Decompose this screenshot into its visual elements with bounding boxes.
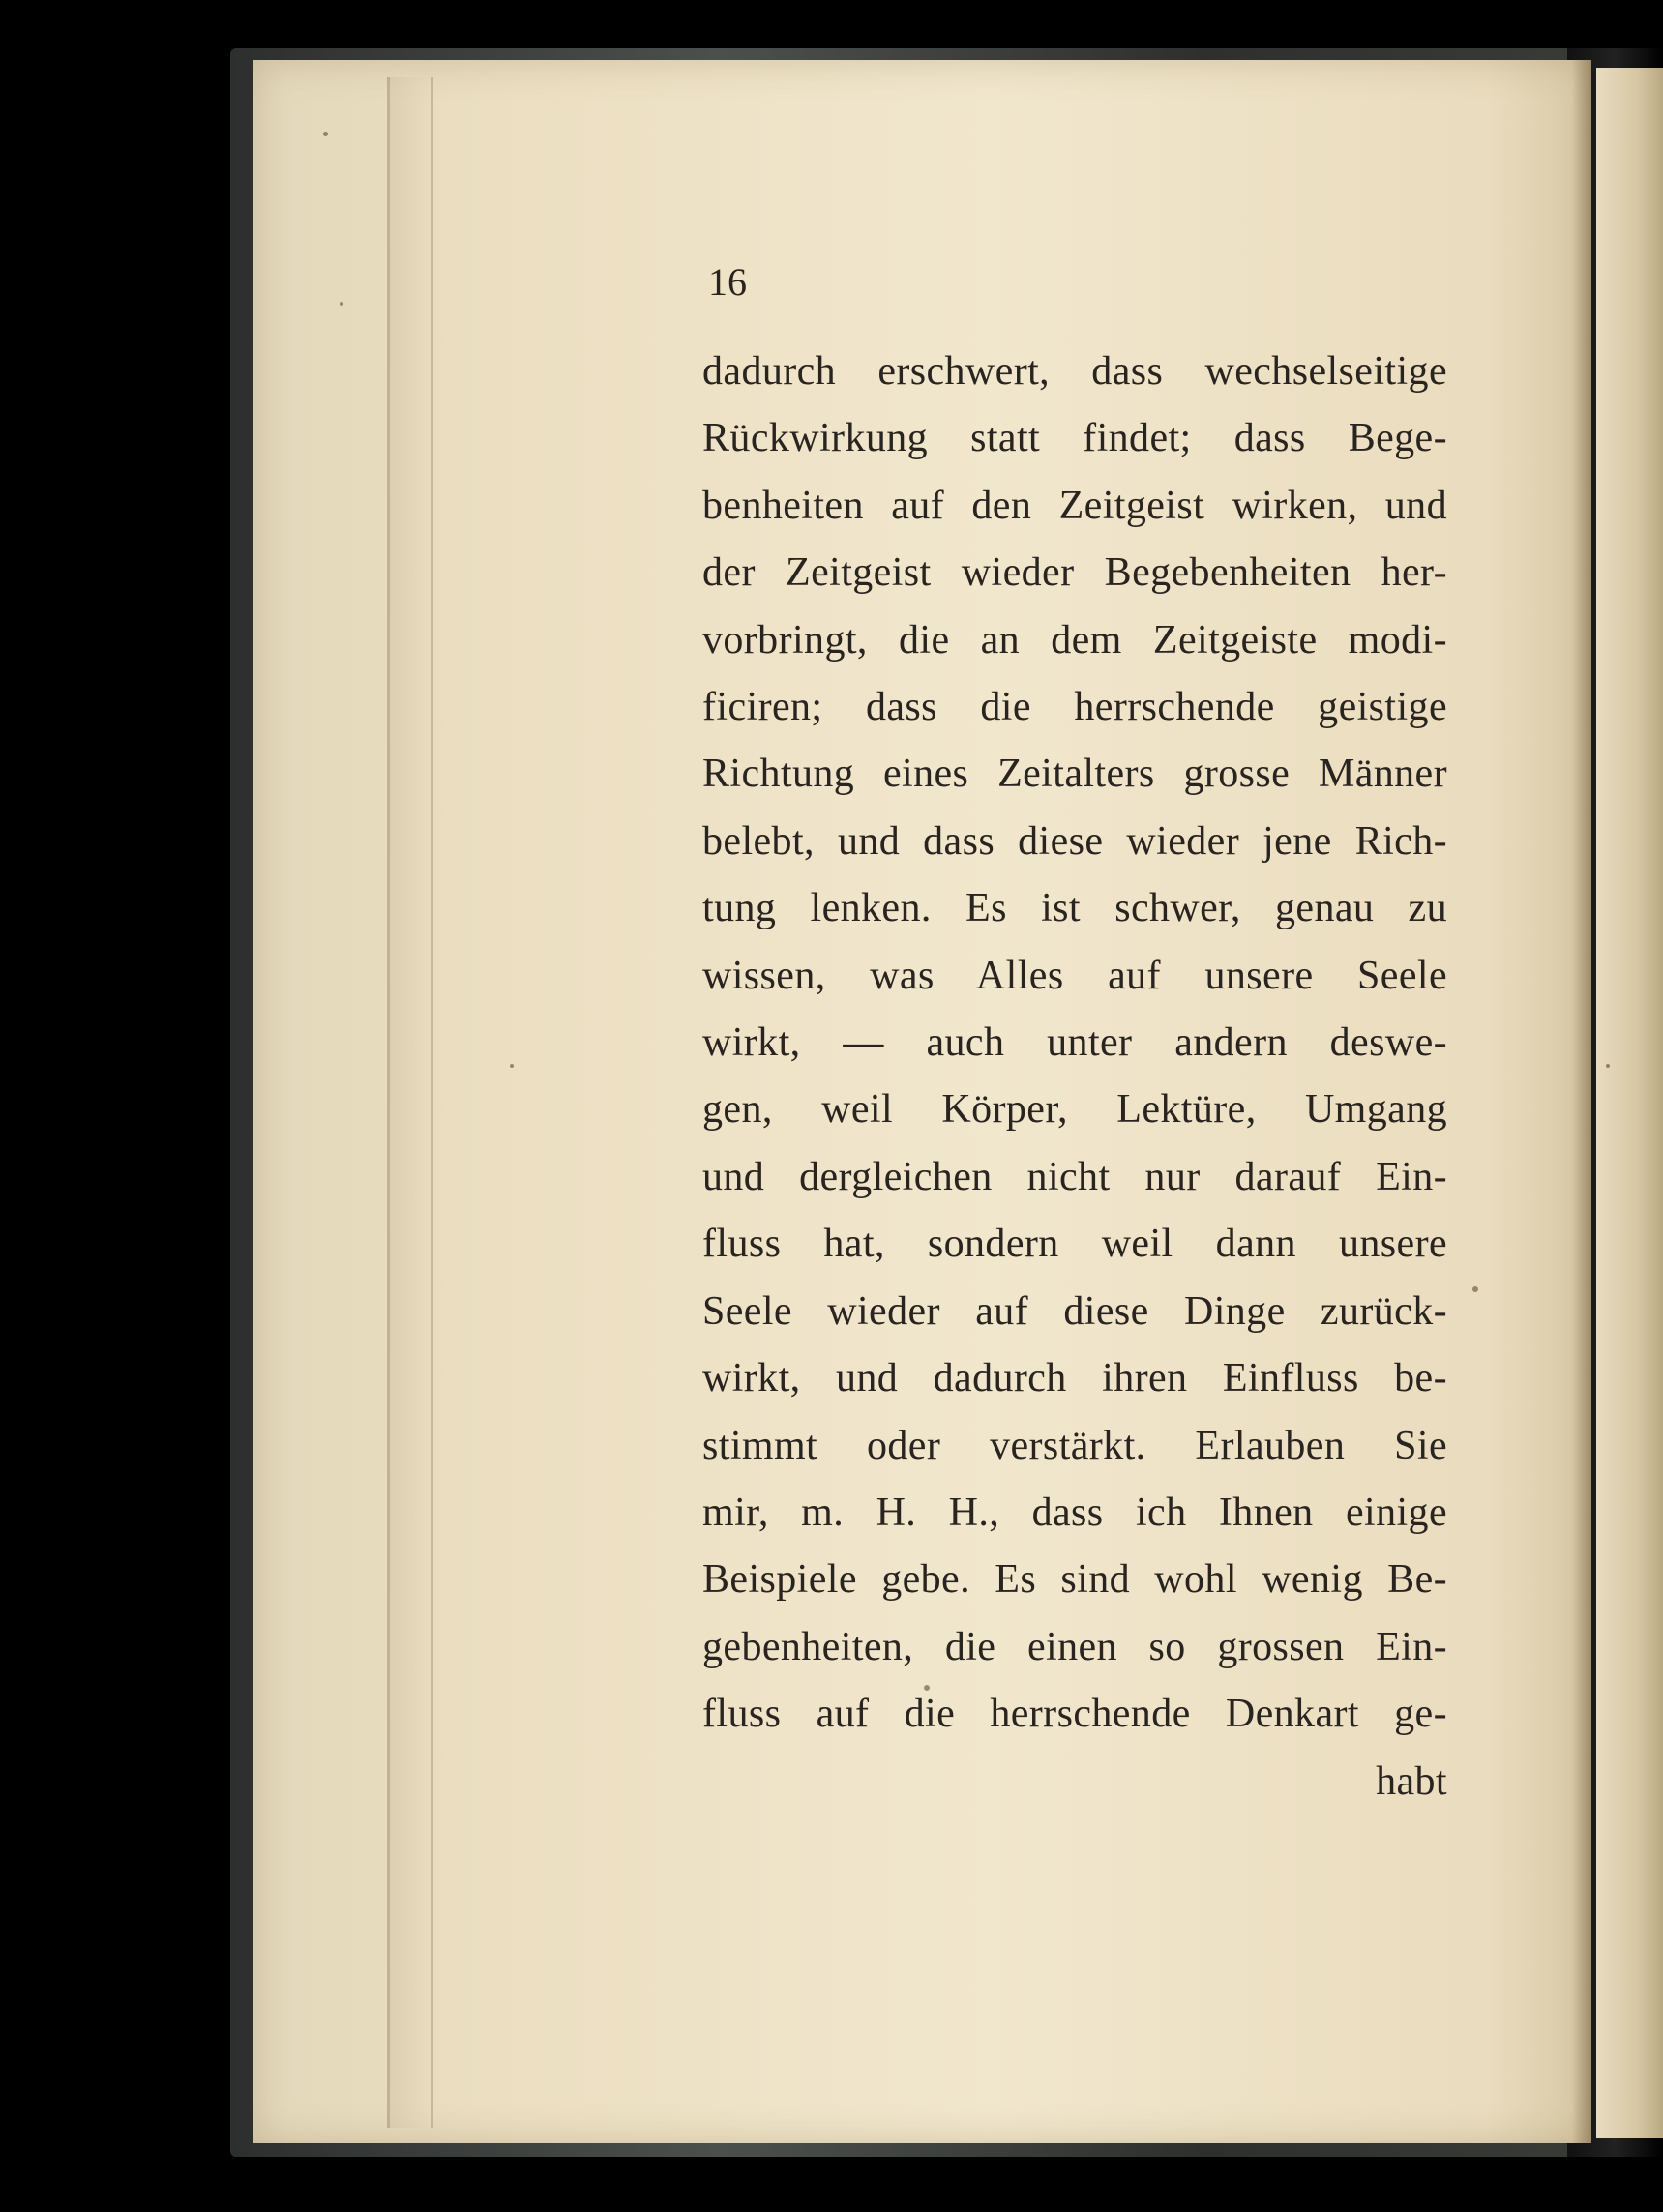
- text-line: der Zeitgeist wieder Begebenheiten her-: [702, 550, 1447, 596]
- text-line: Richtung eines Zeitalters grosse Männer: [702, 752, 1447, 797]
- text-line: dadurch erschwert, dass wechselseitige: [702, 349, 1447, 394]
- text-line: fluss auf die herrschende Denkart ge-: [702, 1692, 1447, 1737]
- text-line: wirkt, — auch unter andern deswe-: [702, 1020, 1447, 1066]
- text-line: stimmt oder verstärkt. Erlauben Sie: [702, 1423, 1447, 1468]
- page-number: 16: [708, 260, 747, 304]
- paper-speck: [340, 302, 343, 306]
- page-text-block: [702, 339, 1447, 1815]
- text-line: belebt, und dass diese wieder jene Rich-: [702, 818, 1447, 864]
- paper-speck: [323, 132, 328, 136]
- text-line: Beispiele gebe. Es sind wohl wenig Be-: [702, 1557, 1447, 1603]
- text-line: wirkt, und dadurch ihren Einfluss be-: [702, 1356, 1447, 1401]
- catchword: habt: [1376, 1758, 1447, 1804]
- text-line: gen, weil Körper, Lektüre, Umgang: [702, 1087, 1447, 1133]
- text-line: tung lenken. Es ist schwer, genau zu: [702, 886, 1447, 931]
- facing-page-edge: [1596, 68, 1663, 2138]
- paper-speck: [1606, 1064, 1610, 1068]
- text-line: und dergleichen nicht nur darauf Ein-: [702, 1154, 1447, 1199]
- text-line: ficiren; dass die herrschende geistige: [702, 685, 1447, 730]
- text-line: vorbringt, die an dem Zeitgeiste modi-: [702, 617, 1447, 663]
- text-line: Seele wieder auf diese Dinge zurück-: [702, 1288, 1447, 1334]
- text-line: benheiten auf den Zeitgeist wirken, und: [702, 483, 1447, 528]
- paper-speck: [510, 1064, 514, 1068]
- page-fold-strip: [387, 77, 433, 2128]
- text-line: gebenheiten, die einen so grossen Ein-: [702, 1624, 1447, 1669]
- text-line: fluss hat, sondern weil dann unsere: [702, 1222, 1447, 1267]
- page-gutter: [1572, 60, 1591, 2143]
- text-line: wissen, was Alles auf unsere Seele: [702, 953, 1447, 998]
- text-line: mir, m. H. H., dass ich Ihnen einige: [702, 1489, 1447, 1535]
- paper-speck: [1472, 1286, 1478, 1292]
- text-line: Rückwirkung statt findet; dass Bege-: [702, 416, 1447, 461]
